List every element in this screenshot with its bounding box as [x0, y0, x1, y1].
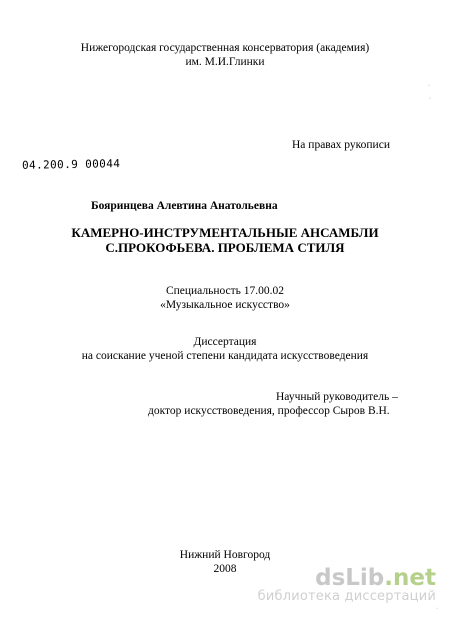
specialty-code: Специальность 17.00.02 — [165, 285, 285, 297]
institution-name: Нижегородская государственная консерватория (академия) — [80, 42, 370, 54]
manuscript-rights-note: На правах рукописи — [292, 139, 390, 151]
place-of-publication: Нижний Новгород — [179, 549, 271, 561]
scan-speck: · — [429, 96, 431, 102]
scan-speck: · — [436, 606, 438, 612]
dslib-watermark — [258, 566, 436, 604]
library-stamp-number: 04.200.9 00044 — [21, 157, 121, 172]
dslib-logo — [258, 566, 436, 590]
supervisor-name: доктор искусствоведения, профессор Сыров В.Н. — [148, 405, 390, 417]
degree-sought: на соискание ученой степени кандидата искусствоведения — [81, 350, 369, 362]
work-type: Диссертация — [193, 336, 257, 348]
supervisor-label: Научный руководитель – — [276, 391, 398, 403]
title-line-2: С.ПРОКОФЬЕВА. ПРОБЛЕМА СТИЛЯ — [105, 240, 345, 255]
title-line-1: КАМЕРНО-ИНСТРУМЕНТАЛЬНЫЕ АНСАМБЛИ — [71, 225, 379, 240]
dslib-logo-main: dsLib — [315, 565, 385, 591]
dissertation-title — [0, 225, 450, 255]
scan-speck: · — [428, 83, 430, 89]
author-name: Бояринцева Алевтина Анатольевна — [91, 200, 278, 212]
specialty-name: «Музыкальное искусство» — [160, 299, 290, 311]
publication-year: 2008 — [213, 563, 237, 575]
institution-named-after: им. М.И.Глинки — [185, 56, 265, 68]
dslib-logo-tld: .net — [384, 565, 436, 591]
dslib-subtitle: библиотека диссертаций — [257, 589, 436, 604]
